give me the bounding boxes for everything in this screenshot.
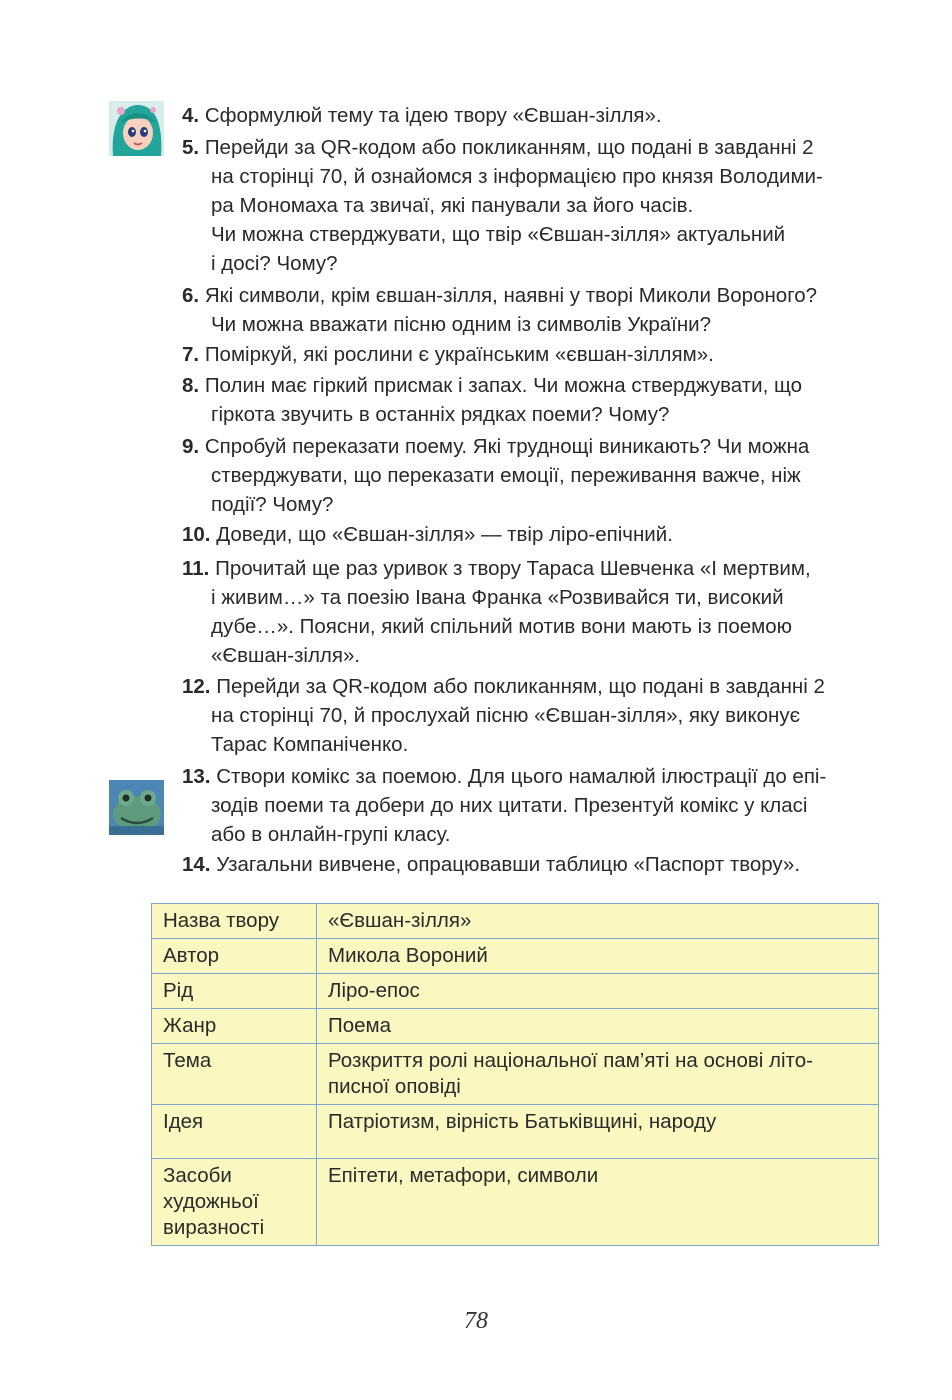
- question-text: Поміркуй, які рослини є українським «євшан-зіллям».: [204, 343, 714, 366]
- question-text: Створи комікс за поемою. Для цього намалюй ілюстрації до епі-: [216, 765, 827, 788]
- question-text-line: Чи можна вважати пісню одним із символів України?: [211, 313, 712, 336]
- question-item: [182, 672, 879, 759]
- question-text-line: і досі? Чому?: [211, 252, 338, 275]
- question-text-line: дубе…». Поясни, який спільний мотив вони мають із поемою: [211, 615, 793, 638]
- table-key-cell: Автор: [152, 939, 317, 974]
- question-item: [182, 371, 879, 429]
- question-text-line: гіркота звучить в останніх рядках поеми? Чому?: [211, 403, 670, 426]
- table-value-cell: Епітети, метафори, символи: [317, 1159, 879, 1246]
- question-text-line: Тарас Компаніченко.: [211, 733, 409, 756]
- question-item: [182, 850, 879, 879]
- table-row: [152, 904, 879, 939]
- question-text-line: Чи можна стверджувати, що твір «Євшан-зілля» актуальний: [211, 223, 786, 246]
- question-text: Перейди за QR-кодом або покликанням, що подані в завданні 2: [216, 675, 825, 698]
- question-text: Доведи, що «Євшан-зілля» — твір ліро-епічний.: [216, 523, 673, 546]
- question-item: [182, 520, 879, 549]
- question-text-line: стверджувати, що переказати емоції, переживання важче, ніж: [211, 464, 801, 487]
- girl-avatar-icon: [109, 101, 164, 156]
- table-row: [152, 1044, 879, 1105]
- table-key-cell: Тема: [152, 1044, 317, 1105]
- question-text-line: і живим…» та поезію Івана Франка «Розвивайся ти, високий: [211, 586, 784, 609]
- question-item: [182, 554, 879, 670]
- question-text-line: події? Чому?: [211, 493, 334, 516]
- question-number: 14.: [182, 853, 211, 876]
- question-text-line: зодів поеми та добери до них цитати. Презентуй комікс у класі: [211, 794, 808, 817]
- question-text: Полин має гіркий присмак і запах. Чи можна стверджувати, що: [204, 374, 803, 397]
- question-number: 6.: [182, 284, 200, 307]
- table-row: [152, 1009, 879, 1044]
- question-text: Спробуй переказати поему. Які труднощі виникають? Чи можна: [204, 435, 810, 458]
- table-value-cell: Ліро-епос: [317, 974, 879, 1009]
- question-number: 10.: [182, 523, 211, 546]
- question-text: Прочитай ще раз уривок з твору Тараса Шевченка «І мертвим,: [215, 557, 811, 580]
- question-number: 5.: [182, 136, 200, 159]
- question-number: 8.: [182, 374, 200, 397]
- question-text: Які символи, крім євшан-зілля, наявні у творі Миколи Вороного?: [204, 284, 818, 307]
- question-text: Узагальни вивчене, опрацювавши таблицю «Паспорт твору».: [216, 853, 801, 876]
- question-text-line: або в онлайн-групі класу.: [211, 823, 451, 846]
- table-value-cell: «Євшан-зілля»: [317, 904, 879, 939]
- question-number: 11.: [182, 557, 210, 580]
- question-text-line: «Євшан-зілля».: [211, 644, 361, 667]
- frog-avatar-icon: [109, 780, 164, 835]
- table-value-cell: Розкриття ролі національної пам’яті на основі літо- писної оповіді: [317, 1044, 879, 1105]
- question-number: 9.: [182, 435, 200, 458]
- table-row: [152, 974, 879, 1009]
- question-text: Сформулюй тему та ідею твору «Євшан-зілля».: [204, 104, 662, 127]
- table-value-cell: Патріотизм, вірність Батьківщині, народу: [317, 1105, 879, 1159]
- question-number: 7.: [182, 343, 200, 366]
- question-text-line: ра Мономаха та звичаї, які панували за його часів.: [211, 194, 694, 217]
- question-item: [182, 762, 879, 849]
- table-key-cell: Ідея: [152, 1105, 317, 1159]
- table-key-cell: Назва твору: [152, 904, 317, 939]
- table-value-cell: Микола Вороний: [317, 939, 879, 974]
- table-row: [152, 1159, 879, 1246]
- passport-table: [151, 903, 879, 1246]
- question-number: 4.: [182, 104, 200, 127]
- question-text-line: на сторінці 70, й ознайомся з інформацією про князя Володими-: [211, 165, 823, 188]
- question-text-line: на сторінці 70, й прослухай пісню «Євшан-зілля», яку виконує: [211, 704, 801, 727]
- question-item: [182, 432, 879, 519]
- question-item: [182, 281, 879, 339]
- table-key-cell: Засоби художньої виразності: [152, 1159, 317, 1246]
- table-value-cell: Поема: [317, 1009, 879, 1044]
- page-number: 78: [464, 1308, 488, 1334]
- table-row: [152, 1105, 879, 1159]
- table-key-cell: Жанр: [152, 1009, 317, 1044]
- question-number: 13.: [182, 765, 211, 788]
- question-number: 12.: [182, 675, 211, 698]
- table-key-cell: Рід: [152, 974, 317, 1009]
- table-row: [152, 939, 879, 974]
- question-item: [182, 340, 879, 369]
- question-text: Перейди за QR-кодом або покликанням, що подані в завданні 2: [204, 136, 814, 159]
- question-item: [182, 133, 879, 278]
- question-item: [182, 101, 879, 130]
